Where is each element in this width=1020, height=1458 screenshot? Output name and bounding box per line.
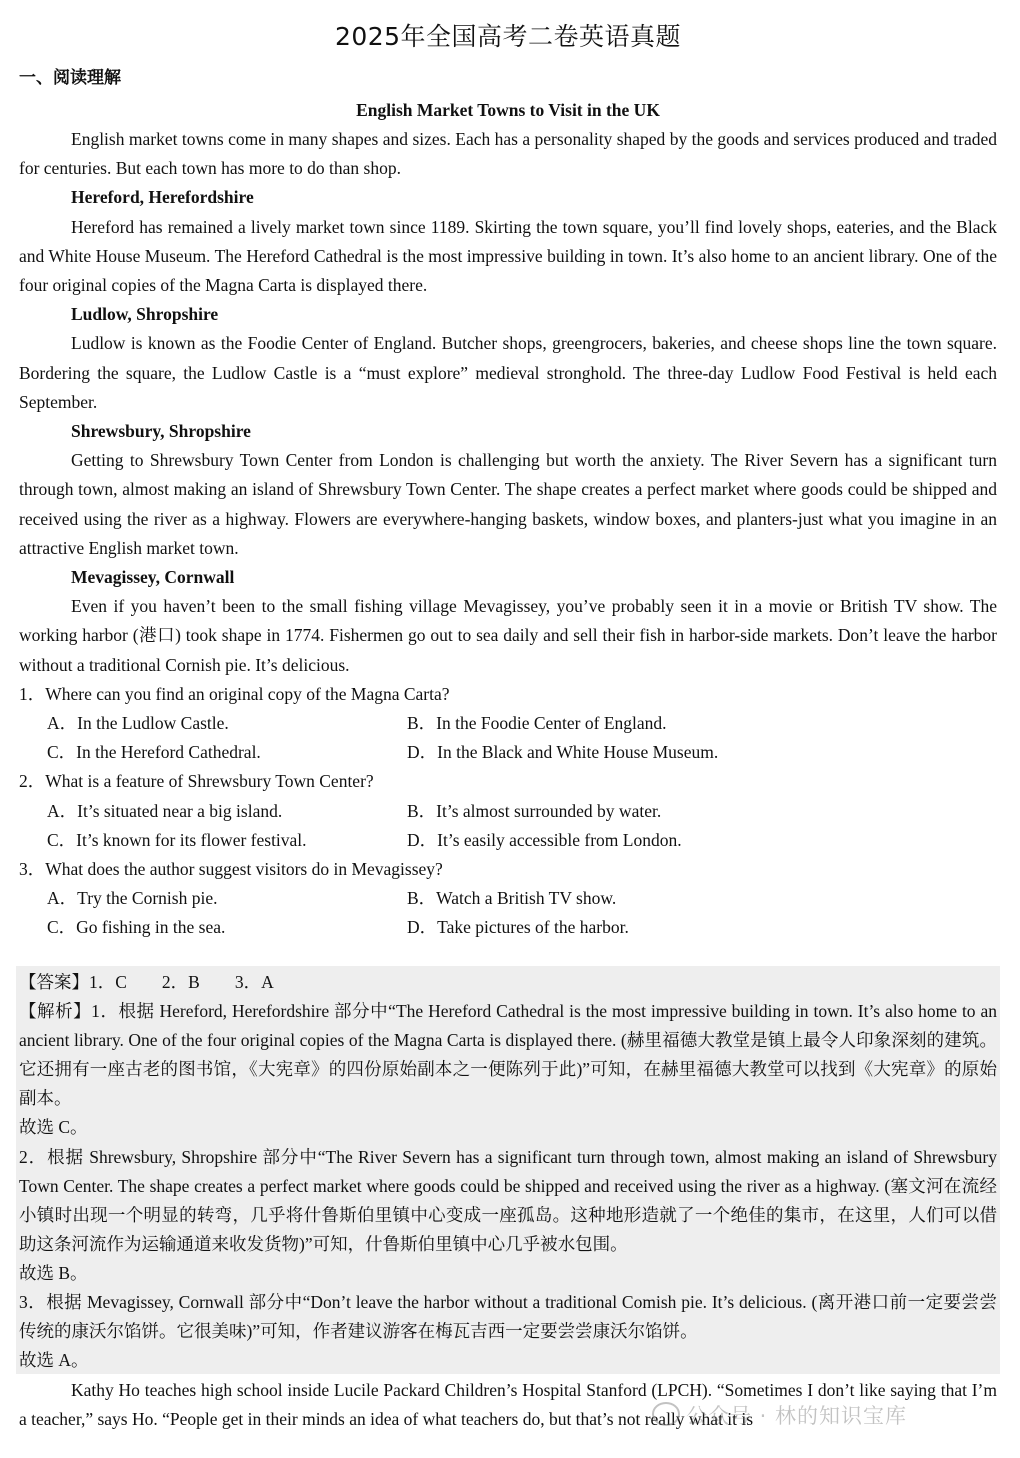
next-passage-text: Kathy Ho teaches high school inside Lucile Packard Children’s Hospital Stanford (LPCH). “Sometimes I don’t like saying that I’m a teacher,” says Ho. “People get in their minds an idea of what teachers do, but that’s not really what it is	[19, 1380, 997, 1430]
wechat-icon	[652, 1402, 680, 1426]
answer-section	[19, 968, 997, 1375]
analysis-paragraph: 【解析】1．根据 Hereford, Herefordshire 部分中“The Hereford Cathedral is the most impressive building in town. It’s also home to an ancient library. One of the four original copies of the Magna Carta is displayed there. (赫里福德大教堂是镇上最令人印象深刻的建筑。它还拥有一座古老的图书馆，《大宪章》的四份原始副本之一便陈列于此)”可知，在赫里福德大教堂可以找到《大宪章》的原始副本。	[19, 1001, 997, 1109]
town-heading: Shrewsbury, Shropshire	[71, 421, 251, 442]
option: B．Watch a British TV show.	[407, 888, 617, 909]
town-heading: Hereford, Herefordshire	[71, 187, 254, 208]
document-page	[19, 0, 997, 943]
question-options	[19, 797, 997, 855]
answer-key: 【答案】1．C 2．B 3．A	[19, 972, 274, 992]
question-options	[19, 884, 997, 942]
town-paragraph: Getting to Shrewsbury Town Center from London is challenging but worth the anxiety. The River Severn has a significant turn through town, almost making an island of Shrewsbury Town Center. The shape creates a perfect market where goods could be shipped and received using the river as a highway. Flowers are everywhere-hanging baskets, window boxes, and planters-just what you imagine in an attractive English market town.	[19, 450, 997, 558]
question-stem: 1．Where can you find an original copy of the Magna Carta?	[19, 683, 450, 704]
watermark-text: 公众号 · 林的知识宝库	[686, 1404, 908, 1428]
town-paragraph: Hereford has remained a lively market town since 1189. Skirting the town square, you’ll find lovely shops, eateries, and the Black and White House Museum. The Hereford Cathedral is the most impressive building in town. It’s also home to an ancient library. One of the four original copies of the Magna Carta is displayed there.	[19, 216, 997, 296]
analysis-paragraph: 3．根据 Mevagissey, Cornwall 部分中“Don’t leave the harbor without a traditional Comish pie. It’s delicious. (离开港口前一定要尝尝传统的康沃尔馅饼。它很美味)”可知，作者建议游客在梅瓦吉西一定要尝尝康沃尔馅饼。	[19, 1292, 997, 1342]
analysis-paragraph: 2．根据 Shrewsbury, Shropshire 部分中“The River Severn has a significant turn through town, almost making an island of Shrewsbury Town Center. The shape creates a perfect market where goods could be shipped and received using the river as a highway. (塞文河在流经小镇时出现一个明显的转弯，几乎将什鲁斯伯里镇中心变成一座孤岛。这种地形造就了一个绝佳的集市，在这里，人们可以借助这条河流作为运输通道来收发货物)”可知，什鲁斯伯里镇中心几乎被水包围。	[19, 1146, 997, 1254]
town-paragraph: Ludlow is known as the Foodie Center of England. Butcher shops, greengrocers, bakeries, and cheese shops line the town square. Bordering the square, the Ludlow Castle is a “must explore” medieval stronghold. The three-day Ludlow Food Festival is held each September.	[19, 333, 997, 412]
option: D．It’s easily accessible from London.	[407, 829, 682, 850]
option: C．In the Hereford Cathedral.	[47, 742, 261, 763]
question-options	[19, 709, 997, 767]
question-stem: 3．What does the author suggest visitors do in Mevagissey?	[19, 859, 443, 880]
town-paragraph: Even if you haven’t been to the small fishing village Mevagissey, you’ve probably seen it in a movie or British TV show. The working harbor (港口) took shape in 1774. Fishermen go out to sea daily and sell their fish in harbor-side markets. Don’t leave the harbor without a traditional Cornish pie. It’s delicious.	[19, 596, 997, 675]
question-stem: 2．What is a feature of Shrewsbury Town Center?	[19, 771, 374, 792]
town-heading: Ludlow, Shropshire	[71, 304, 219, 325]
option: D．Take pictures of the harbor.	[407, 917, 629, 938]
option: B．In the Foodie Center of England.	[407, 713, 667, 734]
analysis-conclusion: 故选 B。	[19, 1262, 88, 1283]
watermark	[652, 1400, 907, 1430]
analysis-conclusion: 故选 A。	[19, 1350, 89, 1371]
town-heading: Mevagissey, Cornwall	[71, 567, 235, 588]
passage-title: English Market Towns to Visit in the UK	[356, 100, 660, 120]
option: C．It’s known for its flower festival.	[47, 829, 307, 850]
passage-intro: English market towns come in many shapes and sizes. Each has a personality shaped by the goods and services produced and traded for centuries. But each town has more to do than shop.	[19, 129, 997, 179]
option: A．Try the Cornish pie.	[47, 888, 218, 909]
analysis-conclusion: 故选 C。	[19, 1117, 88, 1138]
option: A．In the Ludlow Castle.	[47, 713, 229, 734]
option: D．In the Black and White House Museum.	[407, 742, 719, 763]
option: B．It’s almost surrounded by water.	[407, 800, 662, 821]
option: A．It’s situated near a big island.	[47, 800, 283, 821]
section-heading: 一、阅读理解	[19, 68, 121, 88]
option: C．Go fishing in the sea.	[47, 917, 226, 938]
page-title: 2025年全国高考二卷英语真题	[334, 22, 682, 51]
